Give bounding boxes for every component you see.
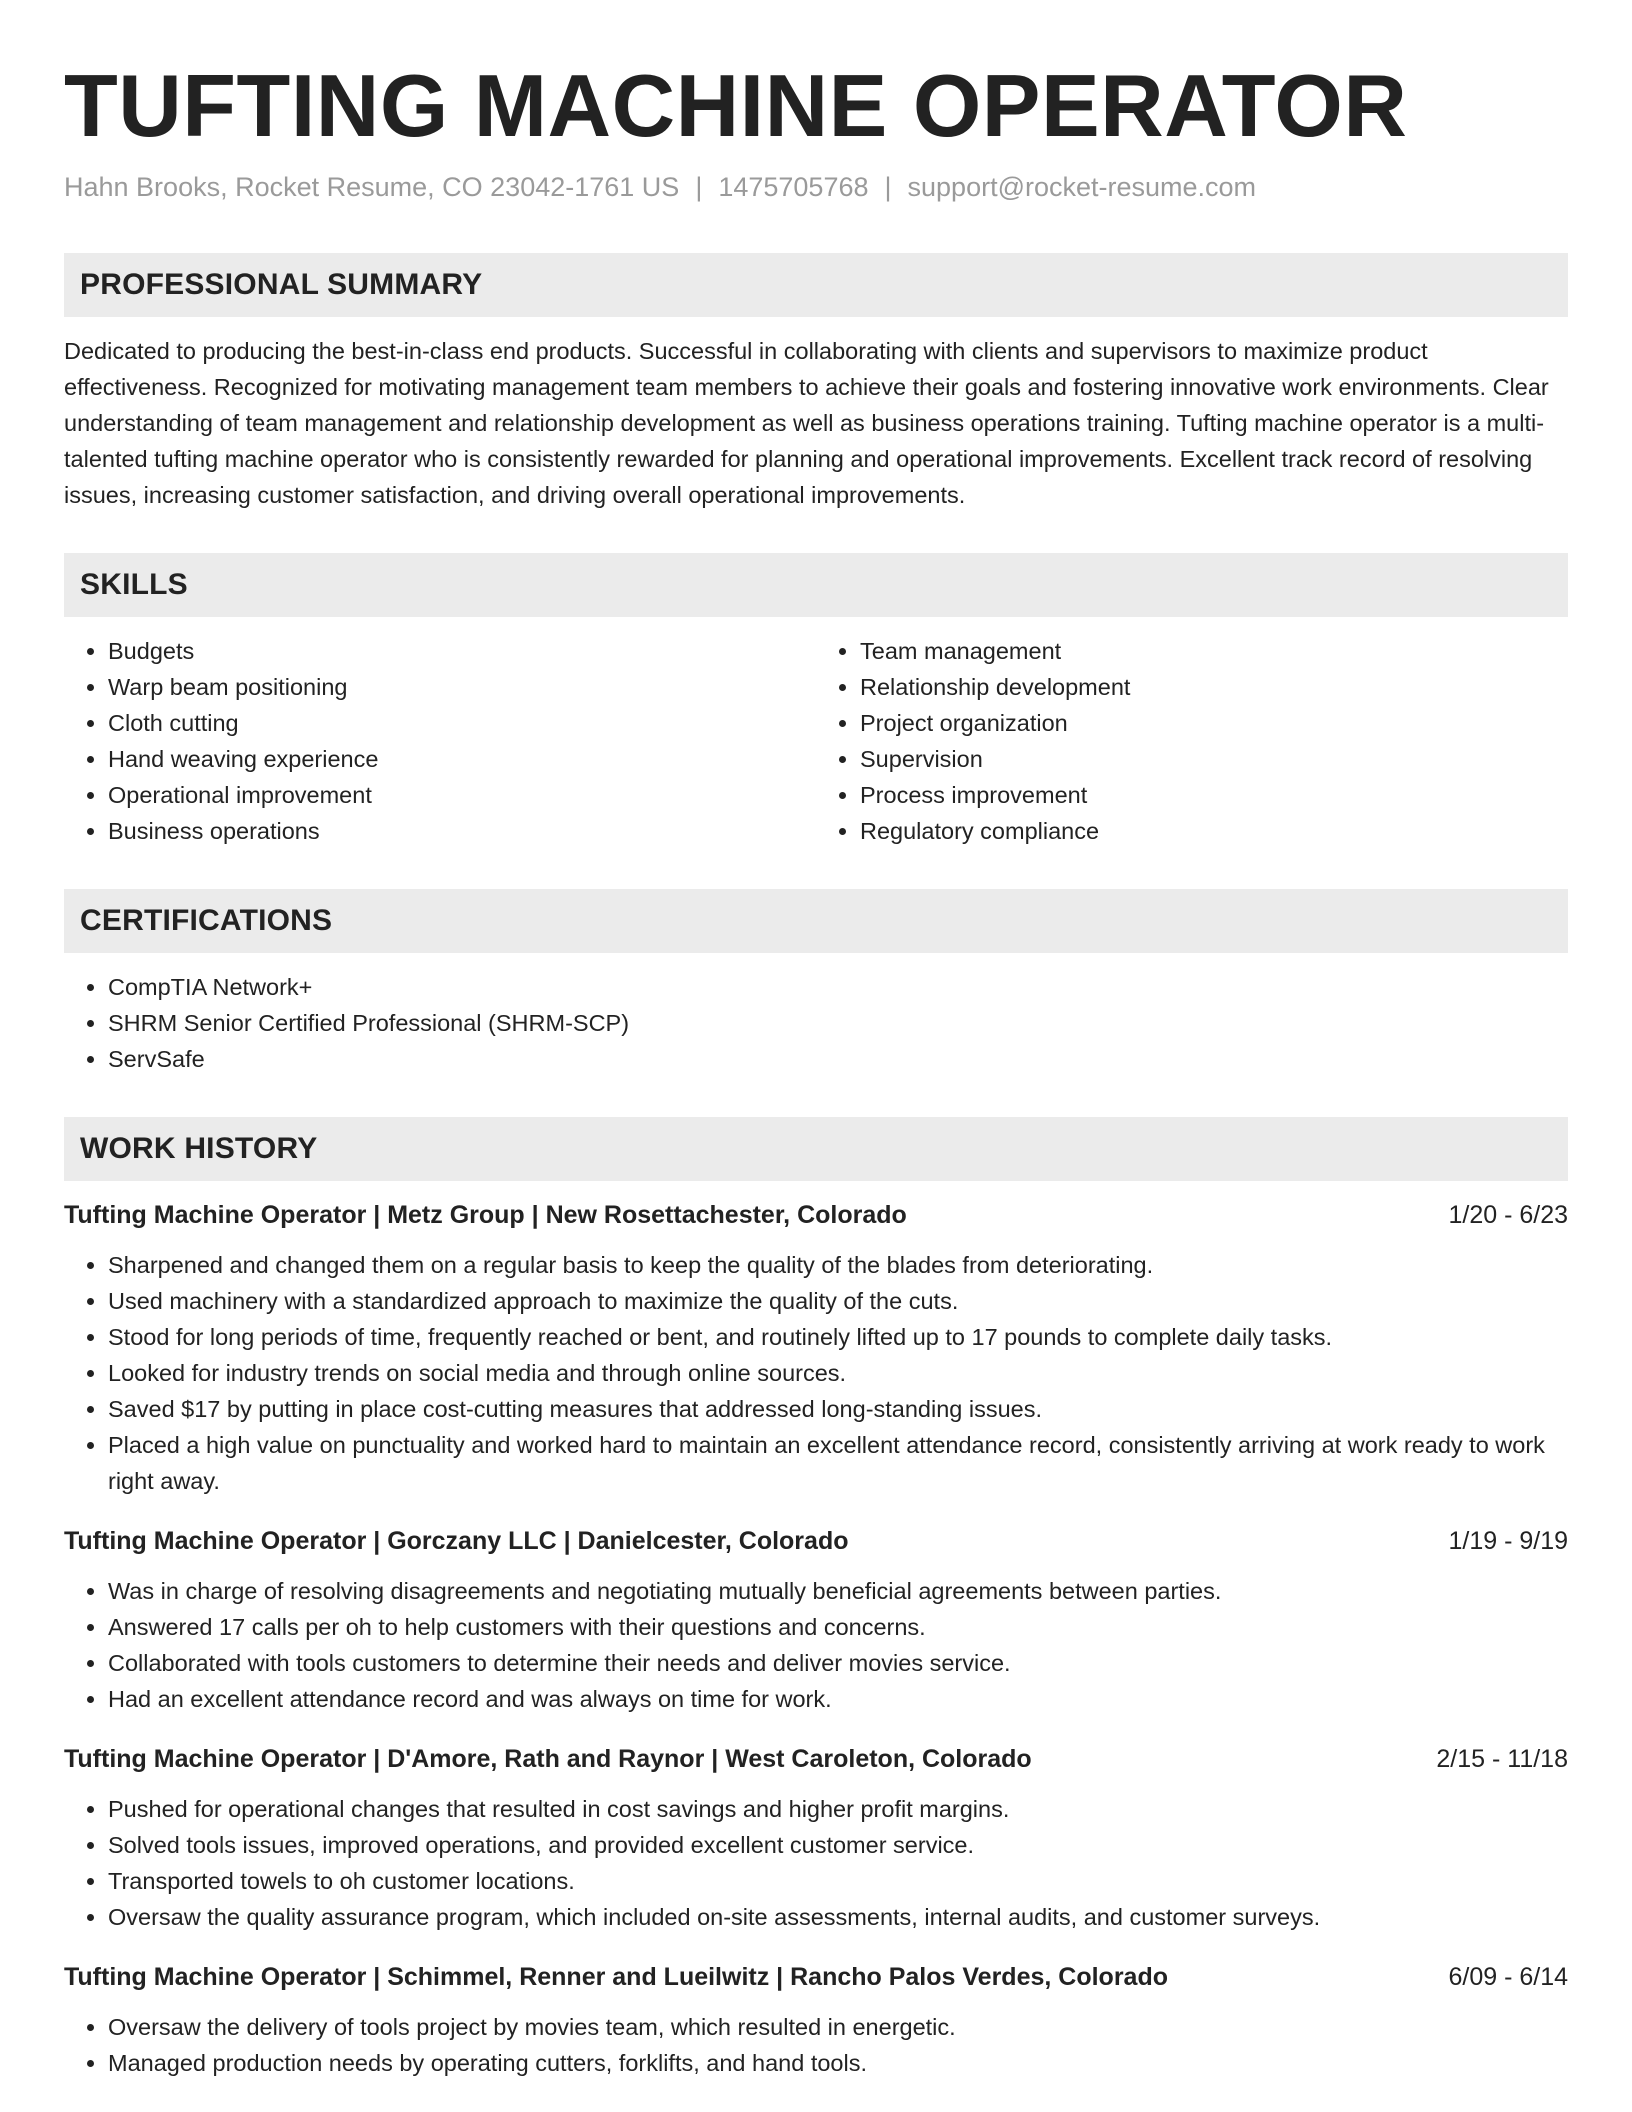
skills-list-left [64, 633, 816, 849]
job-bullet: • Sharpened and changed them on a regular basis to keep the quality of the blades from deteriorating. [108, 1247, 1568, 1283]
work-history-heading: WORK HISTORY [64, 1117, 1568, 1181]
skills-list-right [816, 633, 1568, 849]
job-bullet: • Oversaw the quality assurance program, which included on-site assessments, internal audits, and customer surveys. [108, 1899, 1568, 1935]
work-history-section [64, 1117, 1568, 2081]
job-entry [64, 1197, 1568, 1499]
job-bullets [64, 1573, 1568, 1717]
job-title: Tufting Machine Operator | Metz Group | New Rosettachester, Colorado [64, 1201, 907, 1230]
job-bullets [64, 2009, 1568, 2081]
skill-item: • Business operations [108, 813, 816, 849]
job-bullet: • Answered 17 calls per oh to help customers with their questions and concerns. [108, 1609, 1568, 1645]
job-title: Tufting Machine Operator | D'Amore, Rath and Raynor | West Caroleton, Colorado [64, 1745, 1032, 1774]
summary-section [64, 253, 1568, 513]
skills-section [64, 553, 1568, 849]
skill-item: • Cloth cutting [108, 705, 816, 741]
skill-item: • Relationship development [860, 669, 1568, 705]
summary-text: Dedicated to producing the best-in-class end products. Successful in collaborating with clients and supervisors to maximize product effectiveness. Recognized for motivating management team members to achieve their goals and fostering innovative work environments. Clear understanding of team management and relationship development as well as business operations training. Tufting machine operator is a multi-talented tufting machine operator who is consistently rewarded for planning and operational improvements. Excellent track record of resolving issues, increasing customer satisfaction, and driving overall operational improvements. [64, 338, 1549, 509]
job-title: Tufting Machine Operator | Schimmel, Renner and Lueilwitz | Rancho Palos Verdes, Colorado [64, 1963, 1168, 1992]
certification-item: • SHRM Senior Certified Professional (SHRM-SCP) [108, 1005, 1568, 1041]
job-bullet: • Stood for long periods of time, frequently reached or bent, and routinely lifted up to 17 pounds to complete daily tasks. [108, 1319, 1568, 1355]
job-bullet: • Used machinery with a standardized approach to maximize the quality of the cuts. [108, 1283, 1568, 1319]
job-bullet: • Pushed for operational changes that resulted in cost savings and higher profit margins. [108, 1791, 1568, 1827]
skill-item: • Budgets [108, 633, 816, 669]
certification-item: • ServSafe [108, 1041, 1568, 1077]
job-bullet: • Solved tools issues, improved operations, and provided excellent customer service. [108, 1827, 1568, 1863]
contact-separator: | [695, 172, 703, 203]
job-title: Tufting Machine Operator | Gorczany LLC | Danielcester, Colorado [64, 1527, 849, 1556]
certification-item: • CompTIA Network+ [108, 969, 1568, 1005]
job-bullet: • Saved $17 by putting in place cost-cutting measures that addressed long-standing issues. [108, 1391, 1568, 1427]
skill-item: • Hand weaving experience [108, 741, 816, 777]
skills-columns [64, 633, 1568, 849]
job-bullet: • Placed a high value on punctuality and worked hard to maintain an excellent attendance record, consistently arriving at work ready to work right away. [108, 1427, 1568, 1499]
skill-item: • Operational improvement [108, 777, 816, 813]
contact-address: Hahn Brooks, Rocket Resume, CO 23042-1761 US [64, 172, 680, 203]
job-bullets [64, 1791, 1568, 1935]
contact-phone: 1475705768 [718, 172, 869, 203]
job-entry [64, 1959, 1568, 2081]
job-dates: 2/15 - 11/18 [1436, 1745, 1568, 1774]
job-bullets [64, 1247, 1568, 1499]
job-bullet: • Oversaw the delivery of tools project by movies team, which resulted in energetic. [108, 2009, 1568, 2045]
job-entry [64, 1741, 1568, 1935]
job-dates: 1/20 - 6/23 [1448, 1201, 1568, 1230]
skill-item: • Warp beam positioning [108, 669, 816, 705]
skill-item: • Process improvement [860, 777, 1568, 813]
certifications-section [64, 889, 1568, 1077]
contact-email: support@rocket-resume.com [907, 172, 1257, 203]
job-entry [64, 1523, 1568, 1717]
job-header [64, 1741, 1568, 1777]
skill-item: • Team management [860, 633, 1568, 669]
skill-item: • Supervision [860, 741, 1568, 777]
job-header [64, 1523, 1568, 1559]
job-dates: 6/09 - 6/14 [1448, 1963, 1568, 1992]
job-bullet: • Collaborated with tools customers to determine their needs and deliver movies service. [108, 1645, 1568, 1681]
resume-title: TUFTING MACHINE OPERATOR [64, 56, 1408, 155]
job-header [64, 1959, 1568, 1995]
certifications-list [64, 969, 1568, 1077]
job-dates: 1/19 - 9/19 [1448, 1527, 1568, 1556]
skill-item: • Project organization [860, 705, 1568, 741]
job-bullet: • Had an excellent attendance record and was always on time for work. [108, 1681, 1568, 1717]
certifications-heading: CERTIFICATIONS [64, 889, 1568, 953]
skill-item: • Regulatory compliance [860, 813, 1568, 849]
contact-separator: | [884, 172, 892, 203]
job-bullet: • Transported towels to oh customer locations. [108, 1863, 1568, 1899]
job-header [64, 1197, 1568, 1233]
job-bullet: • Looked for industry trends on social media and through online sources. [108, 1355, 1568, 1391]
job-bullet: • Was in charge of resolving disagreements and negotiating mutually beneficial agreements between parties. [108, 1573, 1568, 1609]
skills-heading: SKILLS [64, 553, 1568, 617]
summary-heading: PROFESSIONAL SUMMARY [64, 253, 1568, 317]
contact-line [64, 171, 1568, 203]
job-bullet: • Managed production needs by operating cutters, forklifts, and hand tools. [108, 2045, 1568, 2081]
